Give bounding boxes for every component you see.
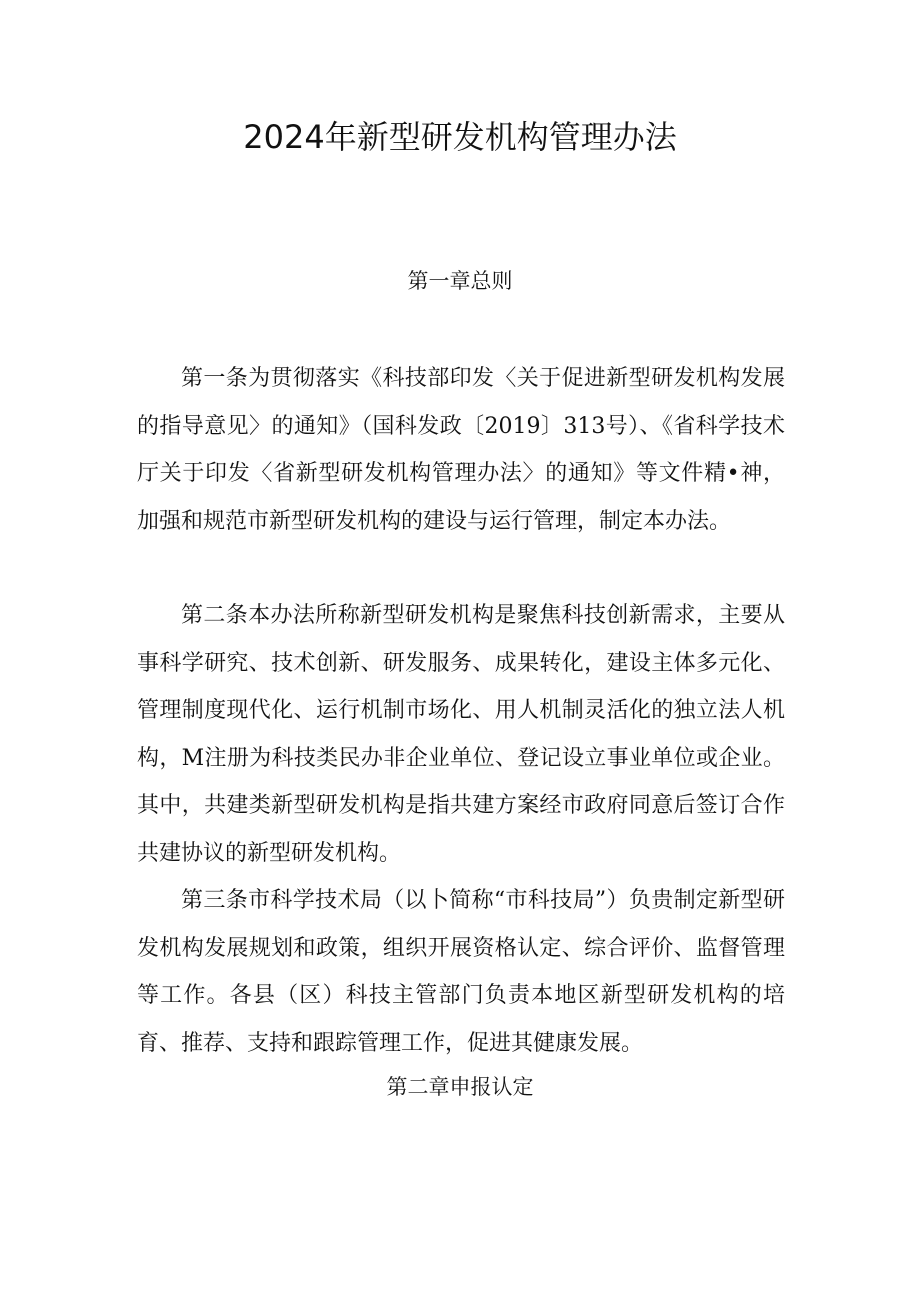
article-1-paragraph: 第一条为贯彻落实《科技部印发〈关于促进新型研发机构发展的指导意见〉的通知》（国科发政〔2019〕313号）、《省科学技术厅关于印发〈省新型研发机构管理办法〉的通知》等文件精•神，加强和规范市新型研发机构的建设与运行管理，制定本办法。 — [137, 366, 785, 534]
article-3-paragraph: 第三条市科学技术局（以卜简称“市科技局”）负贵制定新型研发机构发展规划和政策，组织开展资格认定、综合评价、监督管理等工作。各县（区）科技主管部门负责本地区新型研发机构的培育、推荐、支持和跟踪管理工作，促进其健康发展。 — [137, 888, 785, 1056]
article-2-paragraph: 第二条本办法所称新型研发机构是聚焦科技创新需求，主要从事科学研究、技术创新、研发服务、成果转化，建设主体多元化、管理制度现代化、运行机制市场化、用人机制灵活化的独立法人机构，M注册为科技类民办非企业单位、登记设立事业单位或企业。其中，共建类新型研发机构是指共建方案经市政府同意后签订合作共建协议的新型研发机构。 — [137, 603, 785, 866]
chapter-1-heading: 第一章总则 — [407, 269, 513, 293]
chapter-2-heading: 第二章申报认定 — [386, 1075, 534, 1099]
document-title: 2024年新型研发机构管理办法 — [243, 118, 677, 156]
